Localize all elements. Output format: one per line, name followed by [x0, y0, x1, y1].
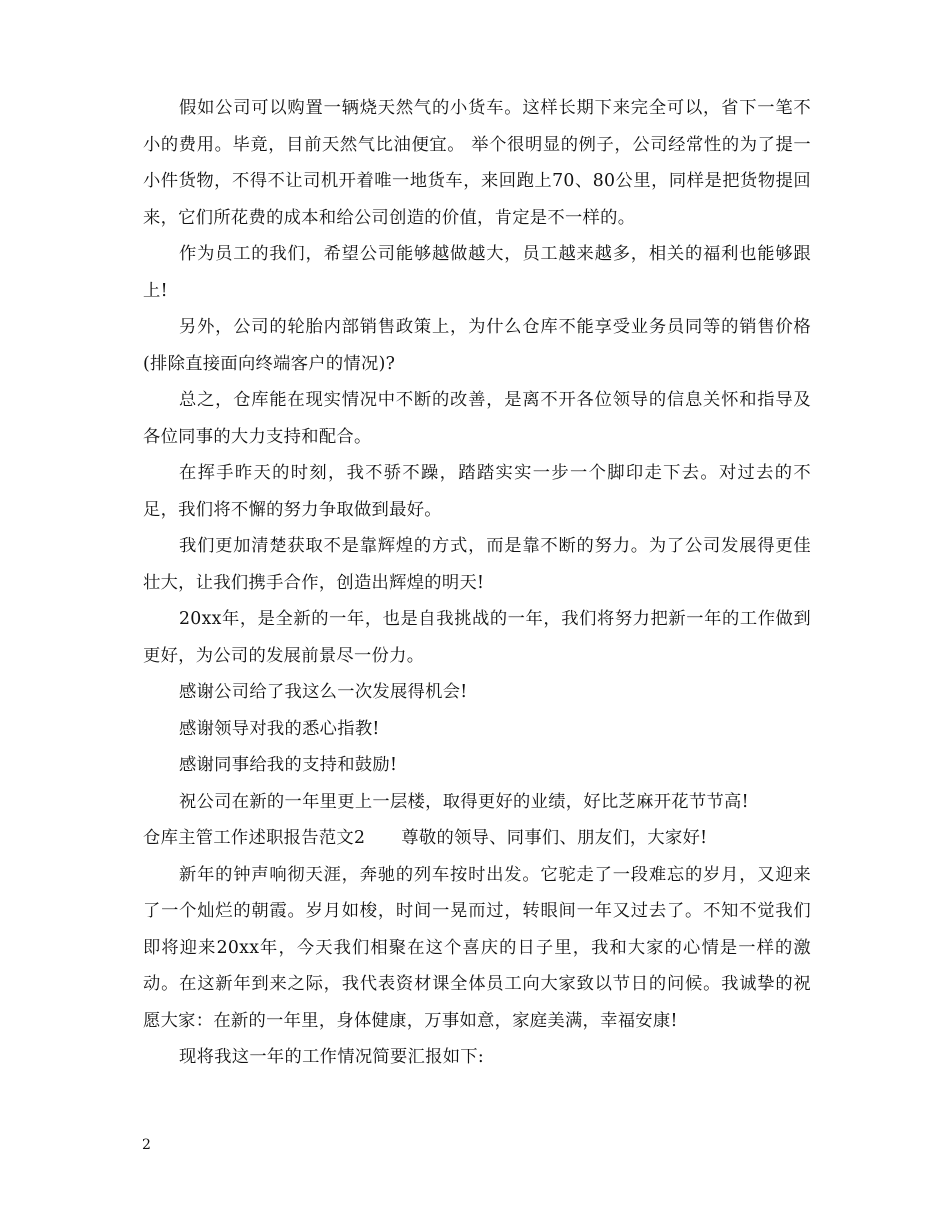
paragraph: 假如公司可以购置一辆烧天然气的小货车。这样长期下来完全可以，省下一笔不小的费用。毕竟，目前天然气比油便宜。 举个很明显的例子，公司经常性的为了提一小件货物，不得不让司机开着唯一地货车，来回跑上70、80公里，同样是把货物提回来，它们所花费的成本和给公司创造的价值，肯定是不一样的。	[143, 98, 811, 228]
paragraph: 总之，仓库能在现实情况中不断的改善，是离不开各位领导的信息关怀和指导及各位同事的大力支持和配合。	[143, 390, 811, 447]
document-body	[143, 90, 811, 1076]
page-number: 2	[142, 1137, 151, 1153]
section-title: 仓库主管工作述职报告范文2	[143, 828, 366, 848]
paragraph: 祝公司在新的一年里更上一层楼，取得更好的业绩，好比芝麻开花节节高!	[179, 791, 749, 812]
paragraph: 感谢领导对我的悉心指教!	[179, 718, 380, 739]
paragraph: 在挥手昨天的时刻，我不骄不躁，踏踏实实一步一个脚印走下去。对过去的不足，我们将不懈的努力争取做到最好。	[143, 463, 811, 520]
section-heading-line	[143, 820, 811, 857]
paragraph: 作为员工的我们，希望公司能够越做越大，员工越来越多，相关的福利也能够跟上!	[143, 244, 811, 301]
paragraph: 20xx年，是全新的一年，也是自我挑战的一年，我们将努力把新一年的工作做到更好，为公司的发展前景尽一份力。	[143, 609, 811, 666]
paragraph: 感谢公司给了我这么一次发展得机会!	[179, 682, 468, 702]
paragraph: 新年的钟声响彻天涯，奔驰的列车按时出发。它驼走了一段难忘的岁月，又迎来了一个灿烂的朝霞。岁月如梭，时间一晃而过，转眼间一年又过去了。不知不觉我们即将迎来20xx年，今天我们相聚在这个喜庆的日子里，我和大家的心情是一样的激动。在这新年到来之际，我代表资材课全体员工向大家致以节日的问候。我诚挚的祝愿大家：在新的一年里，身体健康，万事如意，家庭美满，幸福安康!	[143, 864, 811, 1031]
greeting: 尊敬的领导、同事们、朋友们，大家好!	[401, 828, 708, 848]
paragraph: 感谢同事给我的支持和鼓励!	[179, 755, 398, 775]
paragraph: 我们更加清楚获取不是靠辉煌的方式，而是靠不断的努力。为了公司发展得更佳壮大，让我们携手合作，创造出辉煌的明天!	[143, 536, 811, 593]
paragraph: 现将我这一年的工作情况简要汇报如下:	[179, 1047, 485, 1067]
paragraph: 另外，公司的轮胎内部销售政策上，为什么仓库不能享受业务员同等的销售价格(排除直接面向终端客户的情况)?	[143, 317, 811, 374]
